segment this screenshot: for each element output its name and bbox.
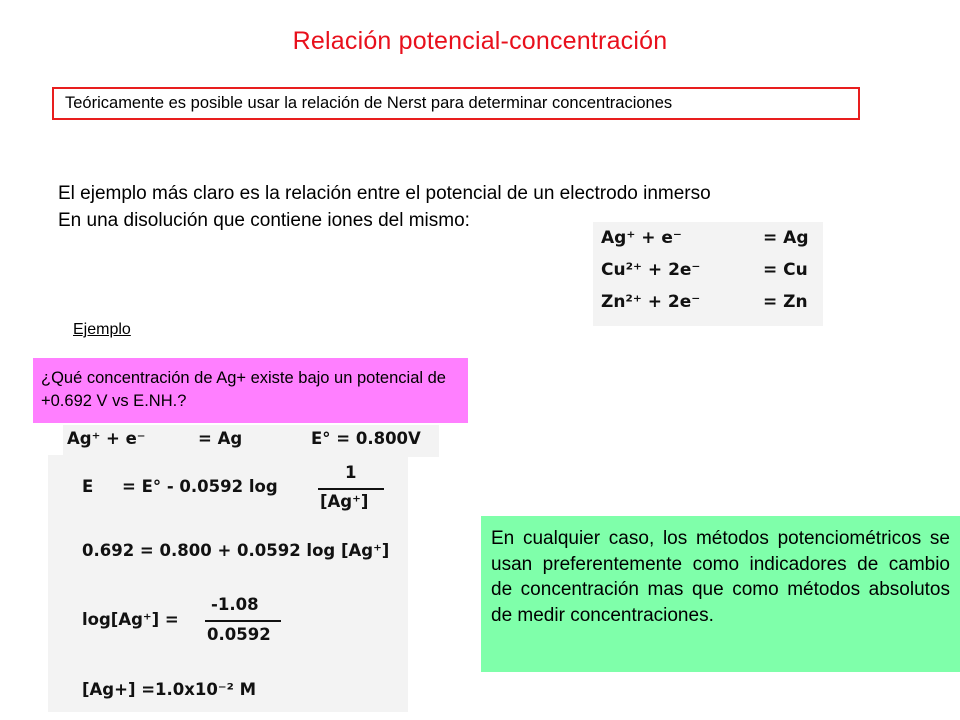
intro-line: El ejemplo más claro es la relación entre el potencial de un electrodo inmerso <box>58 183 711 204</box>
substituted-equation: 0.692 = 0.800 + 0.0592 log [Ag⁺] <box>82 541 390 560</box>
nernst-statement-text: Teóricamente es posible usar la relación de Nerst para determinar concentraciones <box>65 94 673 112</box>
half-reaction-image <box>63 425 439 457</box>
fraction-bar <box>318 488 384 490</box>
nernst-lhs: E <box>82 477 94 496</box>
log-denominator: 0.0592 <box>207 625 271 644</box>
slide-title: Relación potencial-concentración <box>292 27 668 55</box>
intro-line: En una disolución que contiene iones del mismo: <box>58 210 470 231</box>
conclusion-box <box>481 516 960 672</box>
reaction-rhs: = Cu <box>763 260 808 280</box>
calc-standard-potential: E° = 0.800V <box>311 429 421 448</box>
nernst-statement-box <box>52 87 860 120</box>
fraction-bar <box>205 620 281 622</box>
half-reactions-image <box>593 222 823 326</box>
reaction-rhs: = Zn <box>763 292 808 312</box>
nernst-denominator: [Ag⁺] <box>320 492 369 511</box>
result-line: [Ag+] =1.0x10⁻² M <box>82 680 256 699</box>
question-box <box>33 358 468 423</box>
reaction-rhs: = Ag <box>763 228 809 248</box>
calc-half-product: = Ag <box>198 429 243 448</box>
log-lhs: log[Ag⁺] = <box>82 610 179 629</box>
reaction-lhs: Cu²⁺ + 2e⁻ <box>601 260 701 280</box>
question-text: ¿Qué concentración de Ag+ existe bajo un potencial de +0.692 V vs E.NH.? <box>41 369 446 410</box>
log-numerator: -1.08 <box>211 595 259 614</box>
nernst-rhs: = E° - 0.0592 log <box>122 477 278 496</box>
calc-half-reaction: Ag⁺ + e⁻ <box>67 429 146 448</box>
nernst-numerator: 1 <box>345 463 357 482</box>
example-label: Ejemplo <box>73 321 131 338</box>
conclusion-text: En cualquier caso, los métodos potenciométricos se usan preferentemente como indicadores de cambio de concentración mas que como métodos absolutos de medir concentraciones. <box>491 528 950 626</box>
reaction-lhs: Ag⁺ + e⁻ <box>601 228 682 248</box>
reaction-lhs: Zn²⁺ + 2e⁻ <box>601 292 701 312</box>
nernst-calculation-image <box>48 455 408 712</box>
